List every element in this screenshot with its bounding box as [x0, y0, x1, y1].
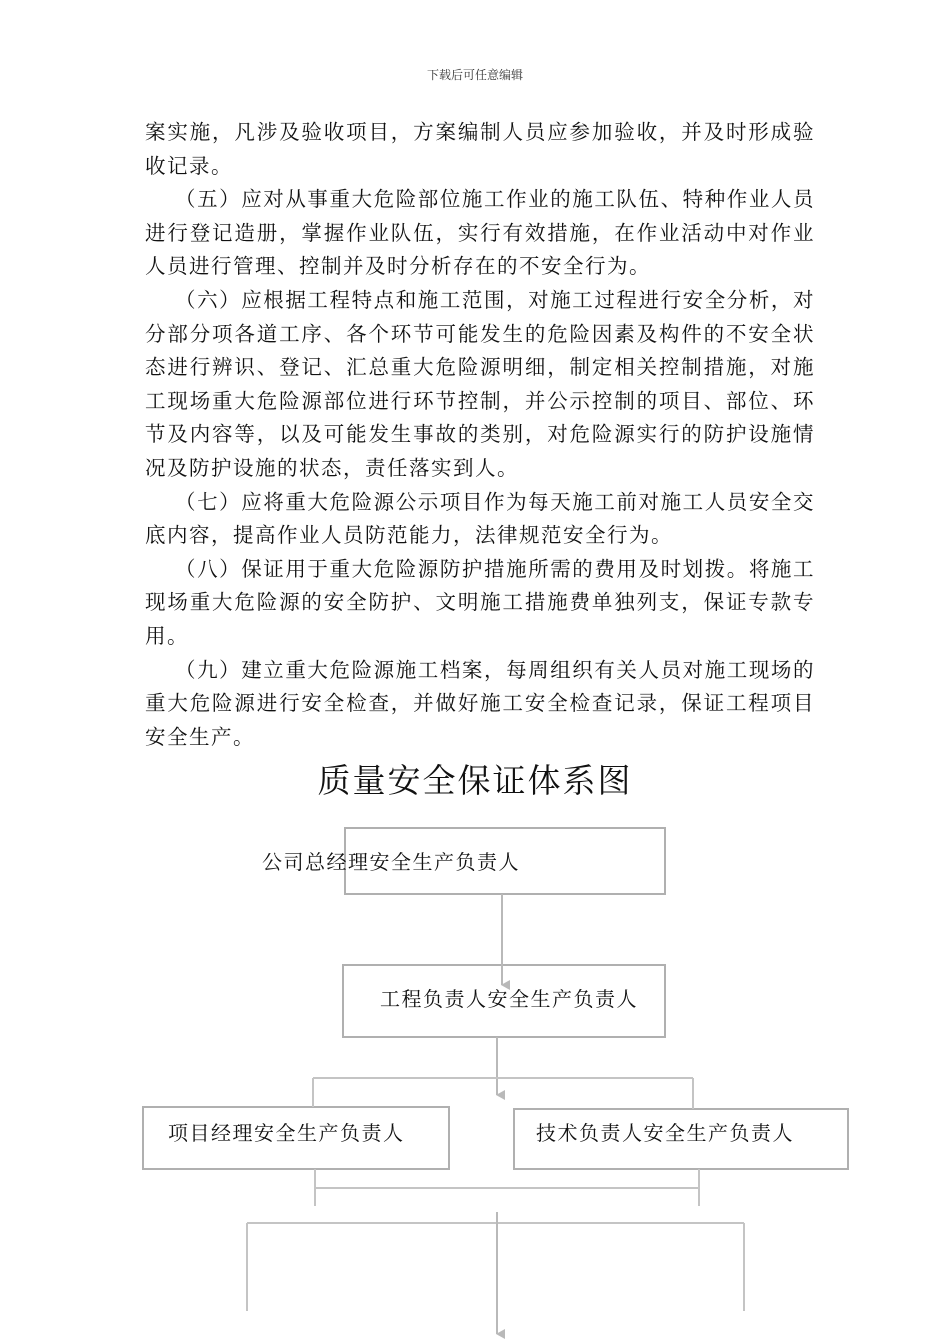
project-head-label: 工程负责人安全生产负责人 [380, 987, 638, 1011]
paragraph-6: （六）应根据工程特点和施工范围，对施工过程进行安全分析，对分部分项各道工序、各个环节可能发生的危险因素及构件的不安全状态进行辨识、登记、汇总重大危险源明细，制定相关控制措施，对施工现场重大危险源部位进行环节控制，并公示控制的项目、部位、环节及内容等，以及可能发生事故的类别，对危险源实行的防护设施情况及防护设施的状态，责任落实到人。 [145, 287, 815, 480]
company-manager-label: 公司总经理安全生产负责人 [262, 850, 520, 874]
project-manager-label: 项目经理安全生产负责人 [168, 1121, 405, 1145]
chart-title: 质量安全保证体系图 [317, 761, 633, 800]
paragraph-9: （九）建立重大危险源施工档案，每周组织有关人员对施工现场的重大危险源进行安全检查，并做好施工安全检查记录，保证工程项目安全生产。 [145, 657, 815, 749]
page-header-note: 下载后可任意编辑 [426, 68, 523, 82]
paragraph-8: （八）保证用于重大危险源防护措施所需的费用及时划拨。将施工现场重大危险源的安全防护、文明施工措施费单独列支，保证专款专用。 [145, 556, 815, 648]
technical-head-label: 技术负责人安全生产负责人 [536, 1121, 794, 1145]
paragraph-continuation: 案实施，凡涉及验收项目，方案编制人员应参加验收，并及时形成验收记录。 [145, 120, 815, 178]
paragraph-5: （五）应对从事重大危险部位施工作业的施工队伍、特种作业人员进行登记造册，掌握作业队伍，实行有效措施，在作业活动中对作业人员进行管理、控制并及时分析存在的不安全行为。 [145, 187, 815, 279]
paragraph-7: （七）应将重大危险源公示项目作为每天施工前对施工人员安全交底内容，提高作业人员防范能力，法律规范安全行为。 [145, 489, 815, 548]
